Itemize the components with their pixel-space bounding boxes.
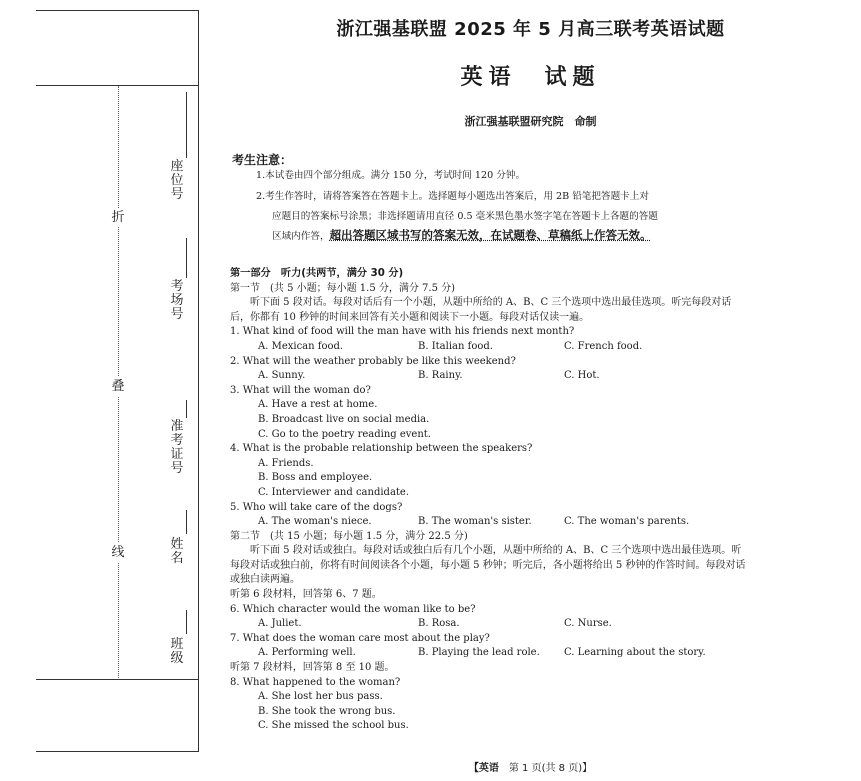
question-4: 4. What is the probable relationship between the speakers? bbox=[230, 443, 533, 455]
question-2-options bbox=[230, 369, 750, 384]
option[interactable]: A. Mexican food. bbox=[258, 340, 344, 352]
fold-char-2: 叠 bbox=[108, 377, 128, 396]
notice-item-2-line-3: 区域内作答，超出答题区域书写的答案无效，在试题卷、草稿纸上作答无效。 bbox=[272, 228, 652, 242]
question-2: 2. What will the weather probably be like this weekend? bbox=[230, 355, 516, 367]
notice-item-2-line-2: 应题目的答案标号涂黑；非选择题请用直径 0.5 毫米黑色墨水签字笔在答题卡上各题的答题 bbox=[272, 211, 658, 222]
section2-heading: 第二节 (共 15 小题；每小题 1.5 分，满分 22.5 分) bbox=[230, 530, 468, 542]
question-8: 8. What happened to the woman? bbox=[230, 676, 401, 688]
material-7-instruction: 听第 7 段材料，回答第 8 至 10 题。 bbox=[230, 662, 395, 674]
margin-divider-bottom bbox=[36, 679, 198, 680]
name-label: 姓名 bbox=[170, 537, 184, 566]
question-6: 6. Which character would the woman like to be? bbox=[230, 603, 476, 615]
notice-item-1: 1.本试卷由四个部分组成。满分 150 分，考试时间 120 分钟。 bbox=[256, 170, 526, 181]
subject-title: 英语 试题 bbox=[460, 65, 601, 90]
option[interactable]: B. The woman's sister. bbox=[418, 516, 532, 528]
option[interactable]: C. Interviewer and candidate. bbox=[258, 486, 410, 498]
option[interactable]: A. Friends. bbox=[258, 457, 314, 469]
option[interactable]: B. Broadcast live on social media. bbox=[258, 413, 430, 425]
question-3: 3. What will the woman do? bbox=[230, 384, 371, 396]
question-7-options bbox=[230, 646, 750, 661]
fold-char-3: 线 bbox=[108, 543, 128, 562]
admission-number-field[interactable] bbox=[168, 400, 188, 480]
option[interactable]: C. Go to the poetry reading event. bbox=[258, 428, 431, 440]
fold-char-1: 折 bbox=[108, 208, 128, 227]
material-6-instruction: 听第 6 段材料，回答第 6、7 题。 bbox=[230, 589, 382, 601]
question-7: 7. What does the woman care most about the play? bbox=[230, 632, 490, 644]
section1-intro: 听下面 5 段对话。每段对话后有一个小题，从题中所给的 A、B、C 三个选项中选出最佳选项。听完每段对话后，你都有 10 秒钟的时间来回答有关小题和阅读下一小题。每段对话仅读一遍。 bbox=[230, 297, 732, 323]
option[interactable]: A. Have a rest at home. bbox=[258, 399, 378, 411]
question-5: 5. Who will take care of the dogs? bbox=[230, 501, 403, 513]
notice-warning: 超出答题区域书写的答案无效，在试题卷、草稿纸上作答无效。 bbox=[329, 228, 652, 242]
exam-content bbox=[230, 267, 750, 734]
option[interactable]: C. She missed the school bus. bbox=[258, 720, 409, 732]
notice-item-2-line-1: 2.考生作答时，请将答案答在答题卡上。选择题每小题选出答案后，用 2B 铅笔把答题卡上对 bbox=[256, 191, 649, 202]
class-field[interactable] bbox=[168, 610, 188, 670]
option[interactable]: A. She lost her bus pass. bbox=[258, 691, 383, 703]
option[interactable]: C. French food. bbox=[564, 340, 643, 352]
institute-line: 浙江强基联盟研究院 命制 bbox=[464, 115, 597, 128]
question-1: 1. What kind of food will the man have with his friends next month? bbox=[230, 326, 575, 338]
seat-number-field[interactable] bbox=[168, 92, 188, 208]
question-5-options bbox=[230, 515, 750, 530]
exam-room-label: 考场号 bbox=[170, 279, 184, 322]
option[interactable]: C. The woman's parents. bbox=[564, 516, 690, 528]
notice-heading: 考生注意： bbox=[232, 153, 293, 167]
section2-intro: 听下面 5 段对话或独白。每段对话或独白后有几个小题，从题中所给的 A、B、C 三个选项中选出最佳选项。听每段对话或独白前，你将有时间阅读各个小题，每小题 5 秒钟；听完后，各小题将给出 5 秒钟的作答时间。每段对话或独白读两遍。 bbox=[230, 545, 746, 586]
class-label: 班级 bbox=[170, 637, 184, 666]
option[interactable]: C. Nurse. bbox=[564, 618, 612, 630]
option[interactable]: C. Hot. bbox=[564, 370, 600, 382]
question-1-options bbox=[230, 340, 750, 355]
option[interactable]: B. Rainy. bbox=[418, 370, 463, 382]
option[interactable]: A. The woman's niece. bbox=[258, 516, 372, 528]
option[interactable]: B. Boss and employee. bbox=[258, 472, 373, 484]
admission-number-label: 准考证号 bbox=[170, 419, 184, 476]
option[interactable]: A. Sunny. bbox=[258, 370, 306, 382]
footer-subject: 【英语 bbox=[468, 763, 499, 774]
exam-title: 浙江强基联盟 2025 年 5 月高三联考英语试题 bbox=[336, 19, 725, 40]
margin-divider-top bbox=[36, 85, 198, 86]
option[interactable]: A. Juliet. bbox=[258, 618, 302, 630]
option[interactable]: A. Performing well. bbox=[258, 647, 356, 659]
part1-heading: 第一部分 听力(共两节，满分 30 分) bbox=[230, 268, 404, 279]
option[interactable]: C. Learning about the story. bbox=[564, 647, 706, 659]
question-6-options bbox=[230, 617, 750, 632]
option[interactable]: B. She took the wrong bus. bbox=[258, 705, 396, 717]
exam-room-field[interactable] bbox=[168, 258, 188, 328]
option[interactable]: B. Italian food. bbox=[418, 340, 493, 352]
name-field[interactable] bbox=[168, 510, 188, 570]
page-footer bbox=[200, 759, 861, 774]
section1-heading: 第一节 (共 5 小题；每小题 1.5 分，满分 7.5 分) bbox=[230, 282, 456, 294]
option[interactable]: B. Rosa. bbox=[418, 618, 460, 630]
footer-page-number: 第 1 页(共 8 页)】 bbox=[508, 763, 593, 774]
seat-number-label: 座位号 bbox=[170, 159, 184, 202]
option[interactable]: B. Playing the lead role. bbox=[418, 647, 540, 659]
